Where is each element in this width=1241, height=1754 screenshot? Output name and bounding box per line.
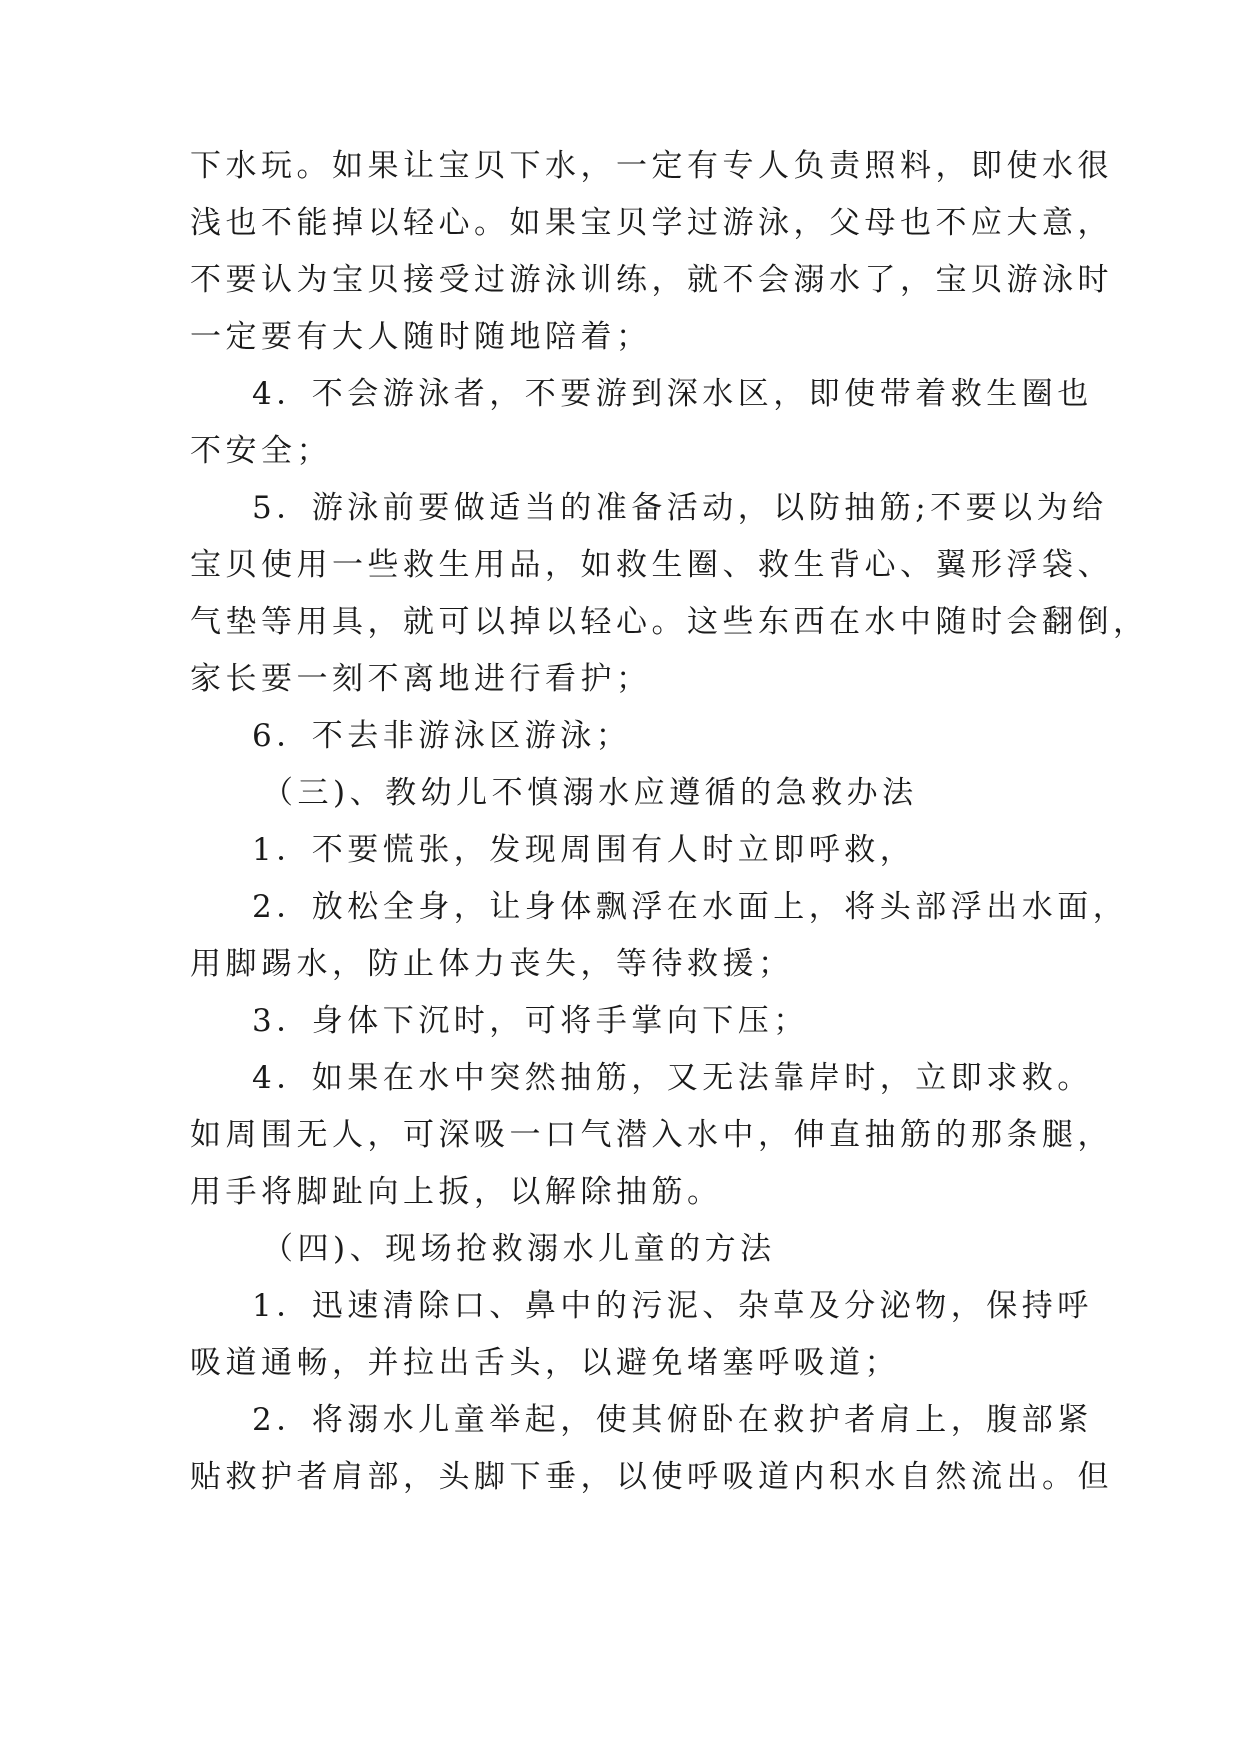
text-line: 家长要一刻不离地进行看护；: [190, 661, 652, 697]
text-line: 1．不要慌张，发现周围有人时立即呼救，: [252, 832, 916, 868]
text-line: 4．不会游泳者，不要游到深水区，即使带着救生圈也: [252, 376, 1093, 412]
text-line: 宝贝使用一些救生用品，如救生圈、救生背心、翼形浮袋、: [190, 547, 1113, 583]
text-line: 4．如果在水中突然抽筋，又无法靠岸时，立即求救。: [252, 1060, 1093, 1096]
text-line: 不安全；: [190, 433, 332, 469]
text-line: 5．游泳前要做适当的准备活动，以防抽筋;不要以为给: [252, 490, 1108, 526]
text-line: 6．不去非游泳区游泳；: [252, 718, 632, 754]
text-line: 3．身体下沉时，可将手掌向下压；: [252, 1003, 809, 1039]
text-line: 用手将脚趾向上扳，以解除抽筋。: [190, 1174, 723, 1210]
text-line: 1．迅速清除口、鼻中的污泥、杂草及分泌物，保持呼: [252, 1288, 1093, 1324]
text-line: 气垫等用具，就可以掉以轻心。这些东西在水中随时会翻倒，: [190, 604, 1149, 640]
text-line: 用脚踢水，防止体力丧失，等待救援；: [190, 946, 794, 982]
text-line: 下水玩。如果让宝贝下水，一定有专人负责照料，即使水很: [190, 148, 1113, 184]
text-line: 贴救护者肩部，头脚下垂，以使呼吸道内积水自然流出。但: [190, 1459, 1113, 1495]
text-line: 一定要有大人随时随地陪着；: [190, 319, 652, 355]
text-line: 不要认为宝贝接受过游泳训练，就不会溺水了，宝贝游泳时: [190, 262, 1113, 298]
text-line: 吸道通畅，并拉出舌头，以避免堵塞呼吸道；: [190, 1345, 900, 1381]
text-line: 浅也不能掉以轻心。如果宝贝学过游泳，父母也不应大意，: [190, 205, 1113, 241]
section-heading: （三)、教幼儿不慎溺水应遵循的急救办法: [262, 775, 918, 811]
text-line: 如周围无人，可深吸一口气潜入水中，伸直抽筋的那条腿，: [190, 1117, 1113, 1153]
text-line: 2．放松全身，让身体飘浮在水面上，将头部浮出水面，: [252, 889, 1129, 925]
section-heading: （四)、现场抢救溺水儿童的方法: [262, 1231, 776, 1267]
text-line: 2．将溺水儿童举起，使其俯卧在救护者肩上，腹部紧: [252, 1402, 1093, 1438]
